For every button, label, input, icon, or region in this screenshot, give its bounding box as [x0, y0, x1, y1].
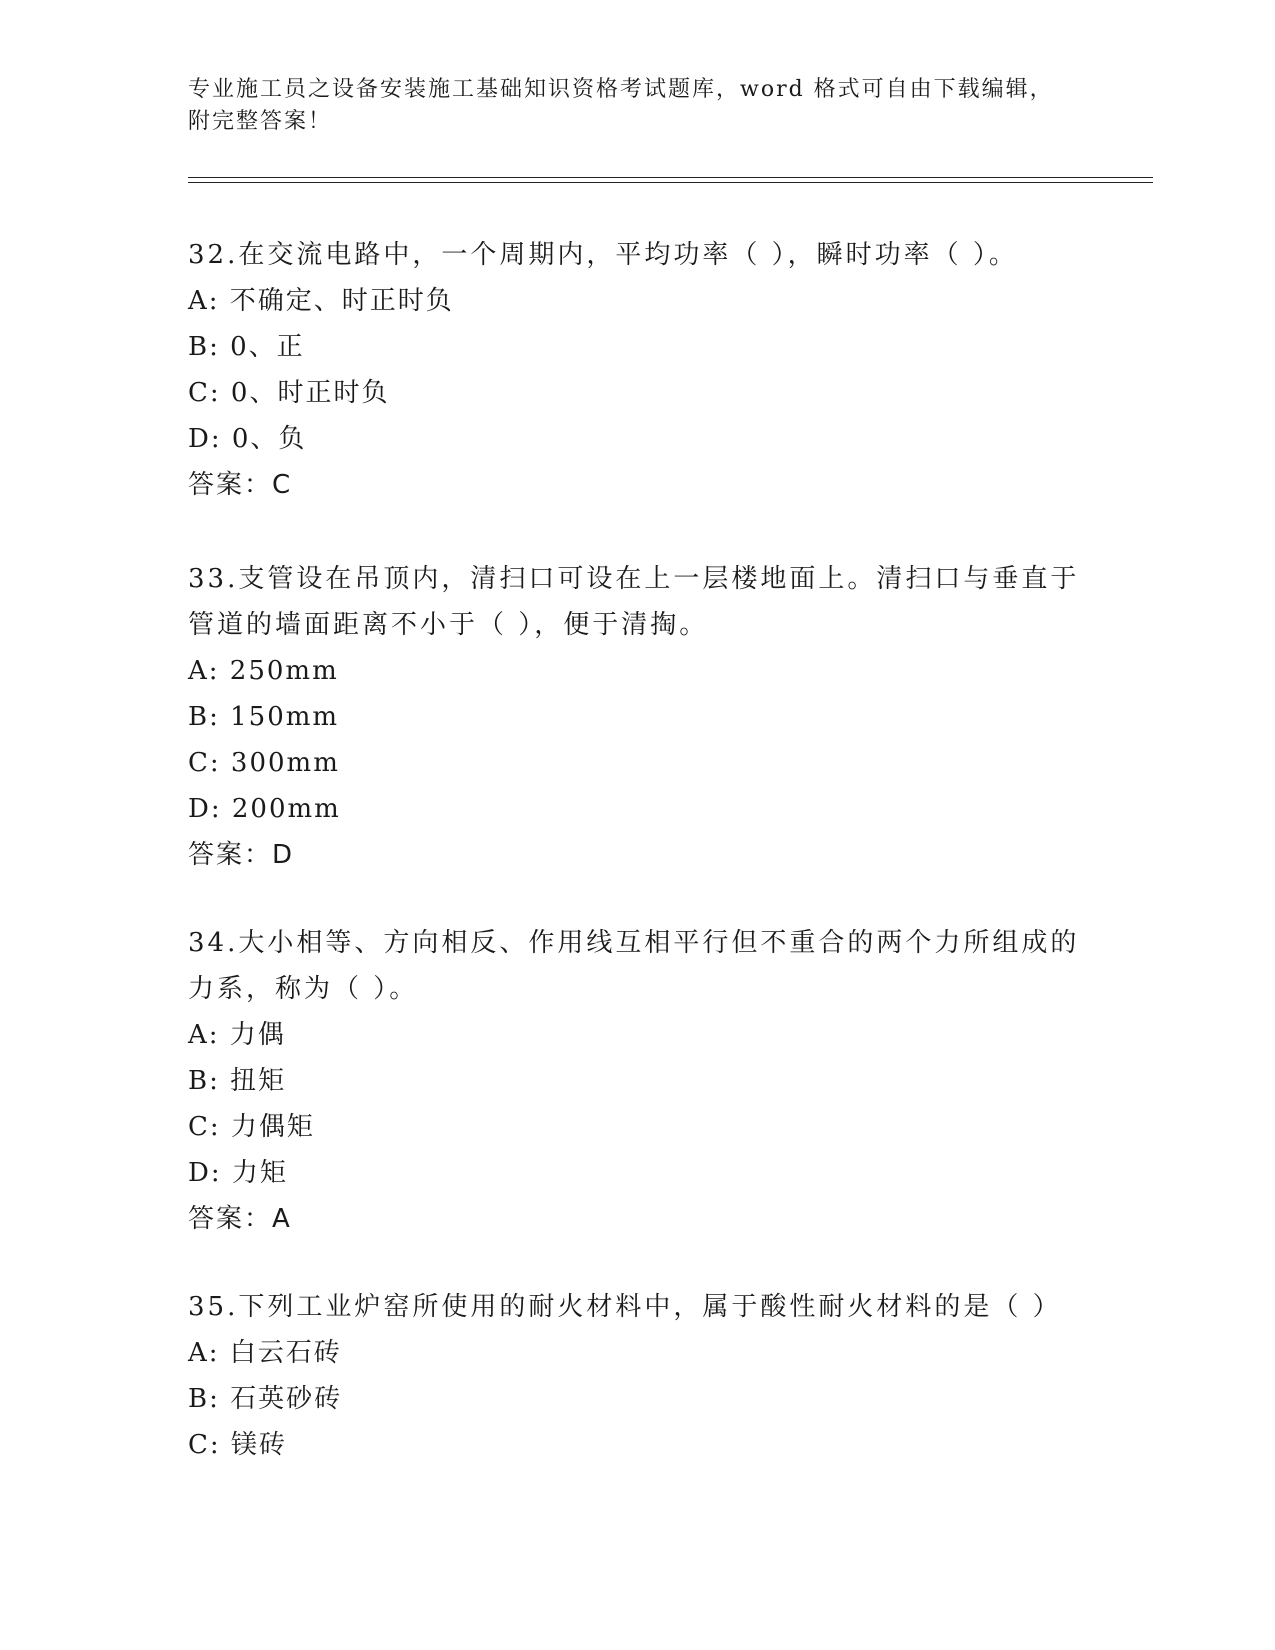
- option-b: B: 0、正: [188, 332, 305, 362]
- option-c: C: 0、时正时负: [188, 378, 390, 408]
- option-b: B: 150mm: [188, 702, 340, 732]
- option-b: B: 扭矩: [188, 1066, 287, 1096]
- option-d: D: 力矩: [188, 1158, 288, 1188]
- header-line-2: 附完整答案！: [188, 109, 333, 134]
- header-divider-bottom: [188, 182, 1153, 183]
- question-34: [188, 920, 1088, 1242]
- option-a: A: 250mm: [188, 656, 339, 686]
- option-a: A: 不确定、时正时负: [188, 286, 454, 316]
- header-divider-top: [188, 177, 1153, 178]
- option-b: B: 石英砂砖: [188, 1384, 343, 1414]
- option-d: D: 200mm: [188, 794, 341, 824]
- answer: 答案：A: [188, 1204, 292, 1234]
- answer: 答案：D: [188, 840, 295, 870]
- document-header: [188, 74, 1088, 138]
- answer: 答案：C: [188, 470, 293, 500]
- question-stem-line-2: 力系，称为（ ）。: [188, 974, 419, 1004]
- option-d: D: 0、负: [188, 424, 307, 454]
- question-35: [188, 1284, 1088, 1468]
- question-33: [188, 556, 1088, 878]
- option-a: A: 力偶: [188, 1020, 286, 1050]
- option-c: C: 力偶矩: [188, 1112, 315, 1142]
- question-stem: 35.下列工业炉窑所使用的耐火材料中，属于酸性耐火材料的是（ ）: [188, 1292, 1062, 1322]
- option-c: C: 镁砖: [188, 1430, 287, 1460]
- option-a: A: 白云石砖: [188, 1338, 342, 1368]
- question-stem-line-2: 管道的墙面距离不小于（ ），便于清掏。: [188, 610, 709, 640]
- question-32: [188, 232, 1088, 508]
- option-c: C: 300mm: [188, 748, 340, 778]
- question-stem: 32.在交流电路中，一个周期内，平均功率（ ），瞬时功率（ ）。: [188, 240, 1018, 270]
- question-stem-line-1: 34.大小相等、方向相反、作用线互相平行但不重合的两个力所组成的: [188, 928, 1080, 958]
- header-line-1: 专业施工员之设备安装施工基础知识资格考试题库，word 格式可自由下载编辑，: [188, 77, 1054, 102]
- question-stem-line-1: 33.支管设在吊顶内，清扫口可设在上一层楼地面上。清扫口与垂直于: [188, 564, 1080, 594]
